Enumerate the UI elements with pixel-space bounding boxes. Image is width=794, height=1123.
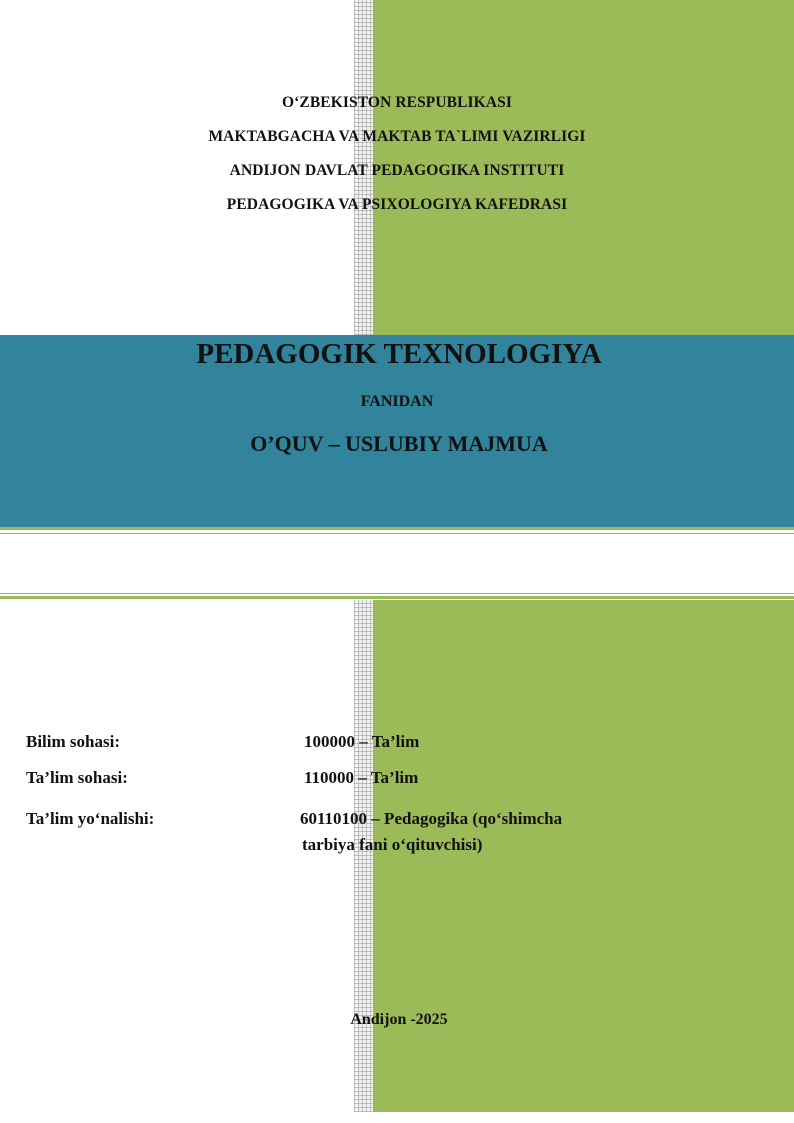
rule-lower-thick <box>0 596 794 599</box>
header-line-department: PEDAGOGIKA VA PSIXOLOGIYA KAFEDRASI <box>226 196 568 213</box>
document-subtitle: FANIDAN <box>360 393 434 410</box>
header-line-ministry: MAKTABGACHA VA MAKTAB TA`LIMI VAZIRLIGI <box>208 128 586 145</box>
direction-value-line1: 60110100 – Pedagogika (qo‘shimcha <box>300 809 563 828</box>
knowledge-area-value: 100000 – Ta’lim <box>304 732 420 751</box>
rule-upper-thin <box>0 533 794 534</box>
education-area-value: 110000 – Ta’lim <box>304 768 419 787</box>
rule-lower-thin <box>0 593 794 594</box>
direction-value-line2: tarbiya fani o‘qituvchisi) <box>302 835 483 854</box>
place-year: Andijon -2025 <box>350 1011 448 1028</box>
rule-upper-thick <box>0 527 794 530</box>
document-title: PEDAGOGIK TEXNOLOGIYA <box>196 338 602 370</box>
document-type: O’QUV – USLUBIY MAJMUA <box>250 431 548 456</box>
institution-header <box>0 94 794 230</box>
education-area-label: Ta’lim sohasi: <box>26 768 128 787</box>
header-line-republic: O‘ZBEKISTON RESPUBLIKASI <box>282 94 512 111</box>
knowledge-area-label: Bilim sohasi: <box>26 732 120 751</box>
header-line-institute: ANDIJON DAVLAT PEDAGOGIKA INSTITUTI <box>229 162 565 179</box>
info-row-direction <box>26 808 726 858</box>
direction-label: Ta’lim yo‘nalishi: <box>26 809 155 828</box>
